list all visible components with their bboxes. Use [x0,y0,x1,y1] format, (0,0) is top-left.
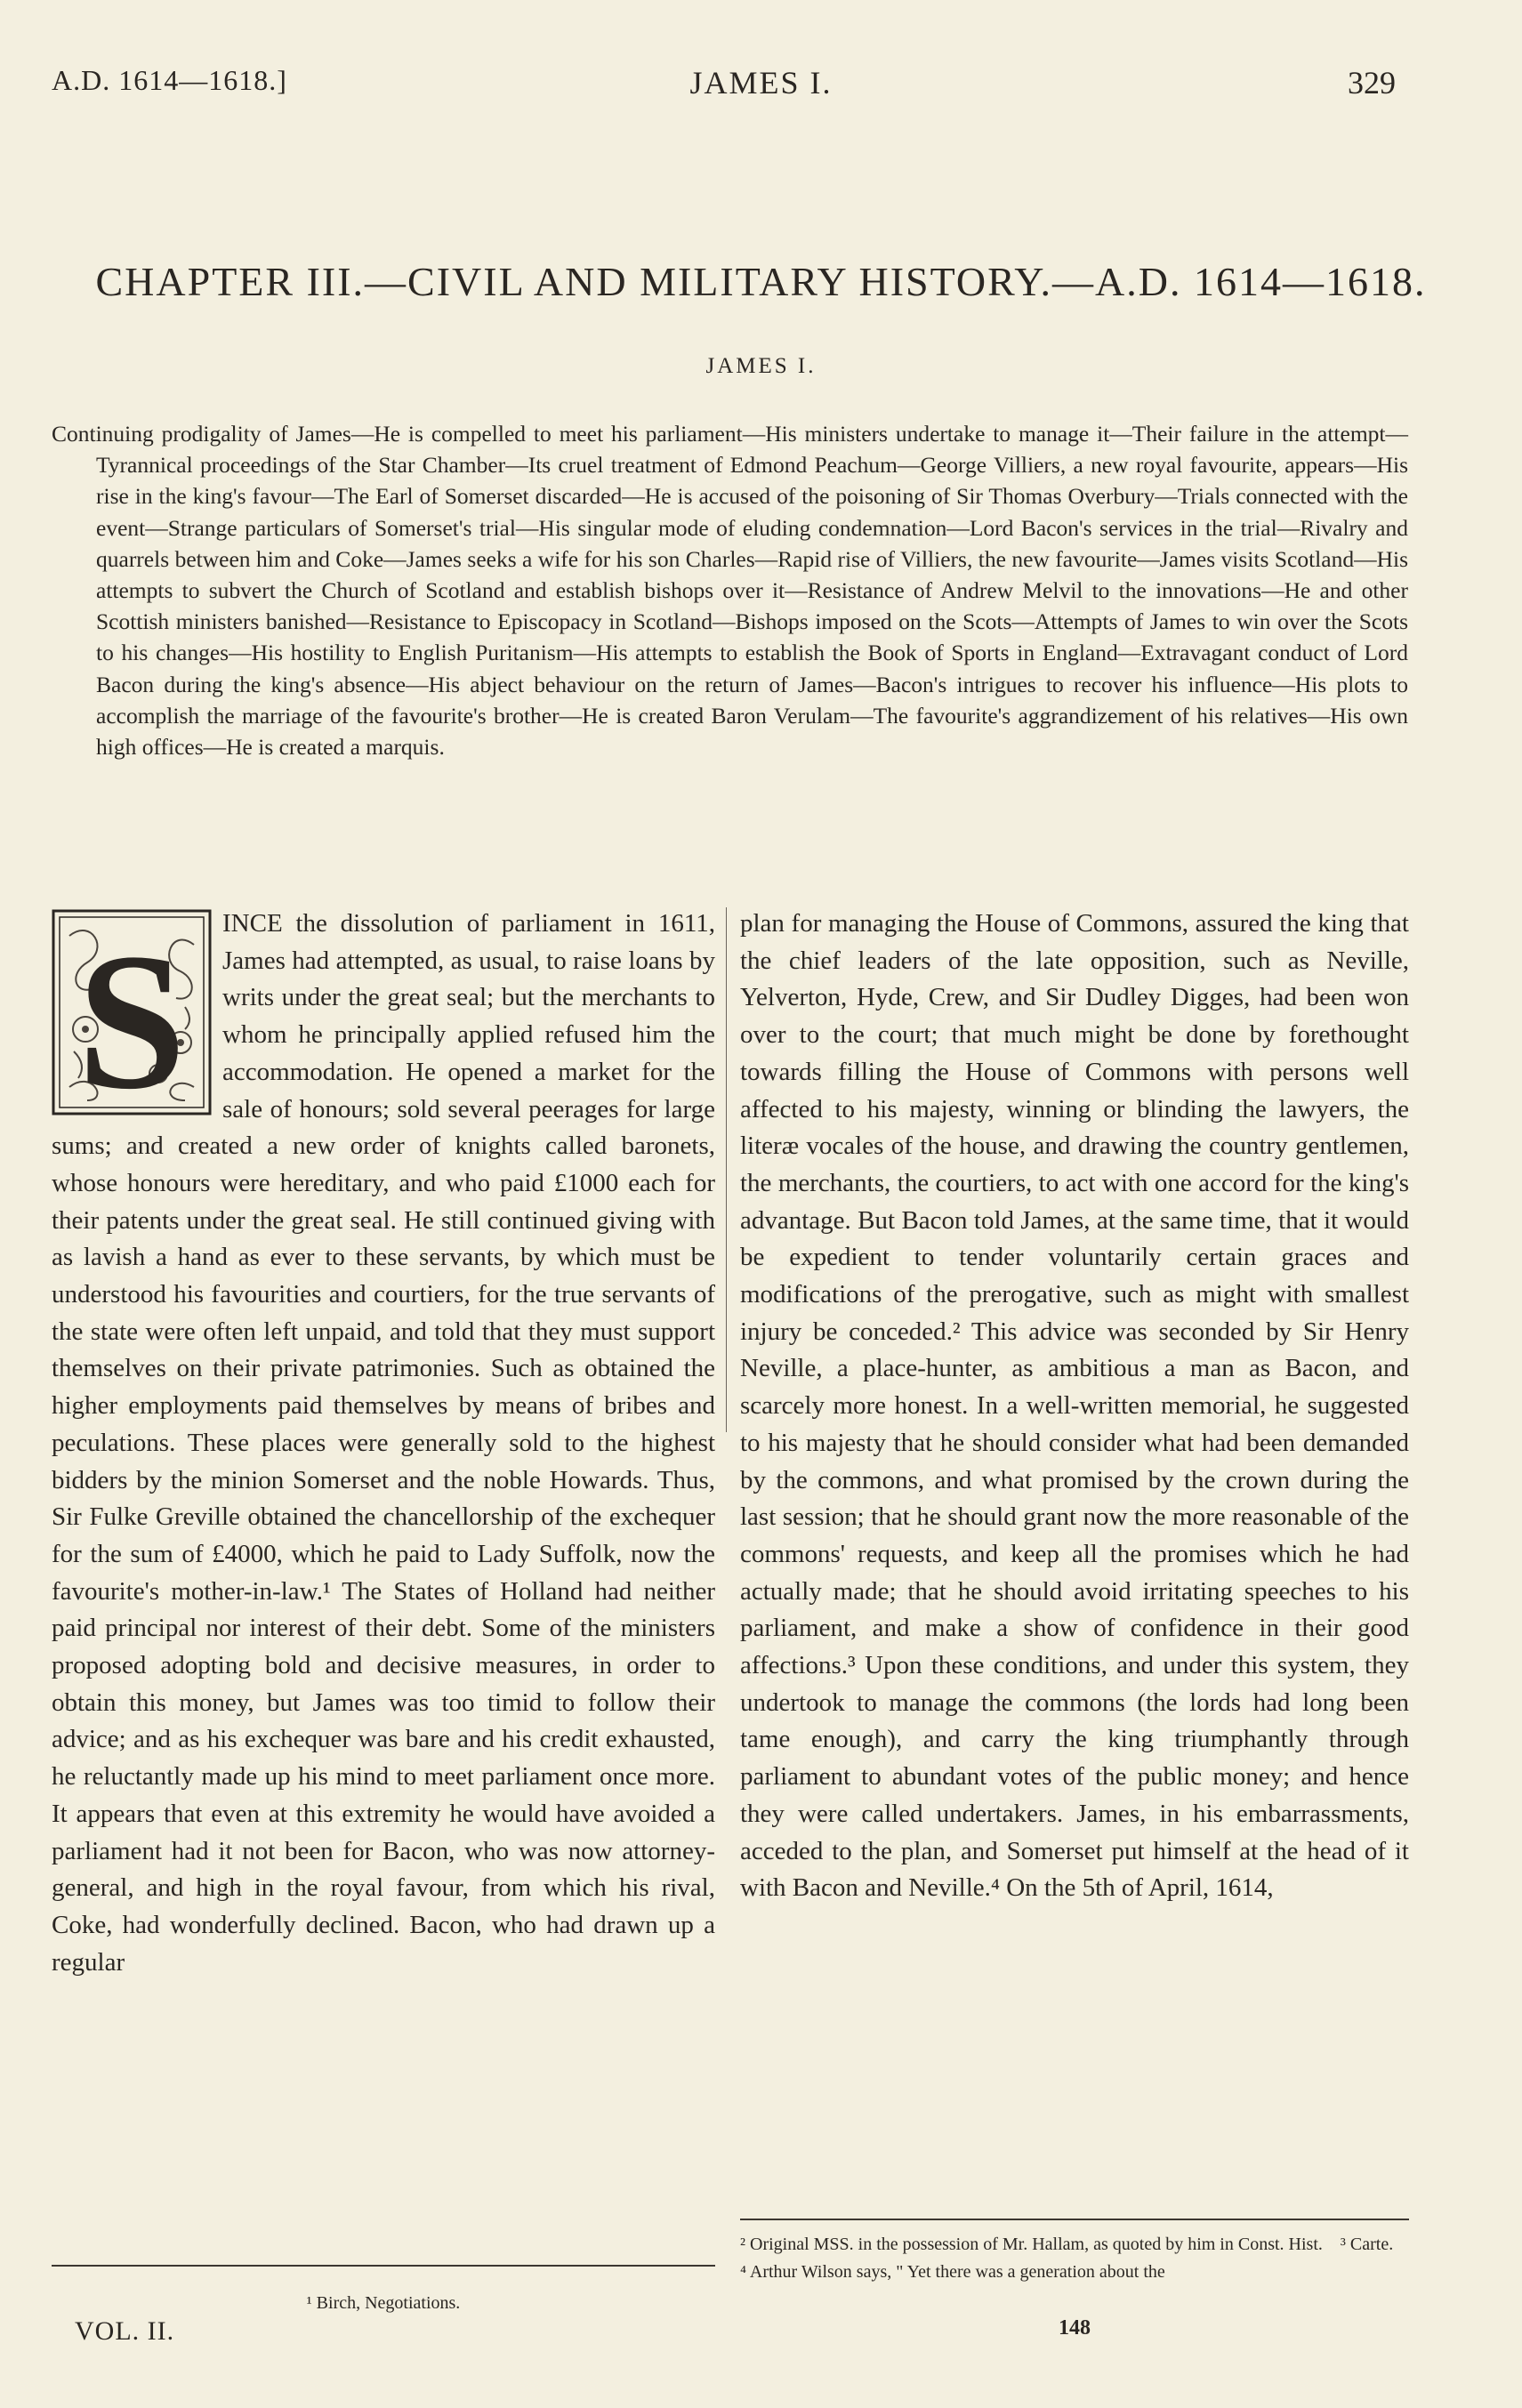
left-column-text: INCE the dissolution of parliament in 1611, James had attempted, as usual, to raise loans by writs under the great seal; but the merchants to whom he principally applied refused him the accommodation. He opened a market for the sale of honours; sold several peerages for large sums; and created a new order of knights called baronets, whose honours were hereditary, and who paid £1000 each for their patents under the great seal. He still continued giving with as lavish a hand as ever to these servants, by which must be understood his favourities and courtiers, for the true servants of the state were often left unpaid, and told that they must support themselves on their private patrimonies. Such as obtained the higher employments paid themselves by means of bribes and peculations. These places were generally sold to the highest bidders by the minion Somerset and the noble Howards. Thus, Sir Fulke Greville obtained the chancellorship of the exchequer for the sum of £4000, which he paid to Lady Suffolk, now the favourite's mother-in-law.¹ The States of Holland had neither paid principal nor interest of their debt. Some of the ministers proposed adopting bold and decisive measures, in order to obtain this money, but James was too timid to follow their advice; and as his exchequer was bare and his credit exhausted, he reluctantly made up his mind to meet parliament once more. It appears that even at this extremity he would have avoided a parliament had it not been for Bacon, who was now attorney-general, and high in the royal favour, from which his rival, Coke, had wonderfully declined. Bacon, who had drawn up a regular [52,909,715,1977]
chapter-argument [52,418,1408,762]
footnote-rule-left [52,2265,715,2267]
volume-label: VOL. II. [75,2316,175,2346]
right-column [740,906,1409,1907]
footnote-2: ² Original MSS. in the possession of Mr. Hallam, as quoted by him in Const. Hist. ³ Carte. [740,2235,1394,2254]
footnote-left: ¹ Birch, Negotiations. [306,2293,461,2313]
column-divider [726,907,727,1432]
right-column-text: plan for managing the House of Commons, assured the king that the chief leaders of the late opposition, such as Neville, Yelverton, Hyde, Crew, and Sir Dudley Digges, had been won over to the court; that much might be done by forethought towards filling the House of Commons with persons well affected to his majesty, winning or blinding the lawyers, the literæ vocales of the house, and drawing the country gentlemen, the merchants, the courtiers, to act with one accord for the king's advantage. But Bacon told James, at the same time, that it would be expedient to tender voluntarily certain graces and modifications of the prerogative, such as might with smallest injury be conceded.² This advice was seconded by Sir Henry Neville, a place-hunter, as ambitious a man as Bacon, and scarcely more honest. In a well-written memorial, he suggested to his majesty that he should consider what had been demanded by the commons, and what promised by the crown during the last session; that he should grant now the more reasonable of the commons' requests, and keep all the promises which he had actually made; that he should avoid irritating speeches to his parliament, and make a show of confidence in their good affections.³ Upon these conditions, and under this system, they undertook to manage the commons (the lords had long been tame enough), and carry the king triumphantly through parliament to abundant votes of the public money; and hence they were called undertakers. James, in his embarrassments, acceded to the plan, and Somerset put himself at the head of it with Bacon and Neville.⁴ On the 5th of April, 1614, [740,909,1409,1903]
footnote-rule-right [740,2219,1409,2220]
running-head-title: JAMES I. [689,65,833,101]
argument-text: Continuing prodigality of James—He is compelled to meet his parliament—His ministers undertake to manage it—Their failure in the attempt—Tyrannical proceedings of the Star Chamber—Its cruel treatment of Edmond Peachum—George Villiers, a new royal favourite, appears—His rise in the king's favour—The Earl of Somerset discarded—He is accused of the poisoning of Sir Thomas Overbury—Trials connected with the event—Strange particulars of Somerset's trial—His singular mode of eluding condemnation—Lord Bacon's services in the trial—Rivalry and quarrels between him and Coke—James seeks a wife for his son Charles—Rapid rise of Villiers, the new favourite—James visits Scotland—His attempts to subvert the Church of Scotland and establish bishops over it—Resistance of Andrew Melvil to the innovations—He and other Scottish ministers banished—Resistance to Episcopacy in Scotland—Bishops imposed on the Scots—Attempts of James to win over the Scots to his changes—His hostility to English Puritanism—His attempts to establish the Book of Sports in England—Extravagant conduct of Lord Bacon during the king's absence—His abject behaviour on the return of James—Bacon's intrigues to recover his influence—His plots to accomplish the marriage of the favourite's brother—He is created Baron Verulam—The favourite's aggrandizement of his relatives—His own high offices—He is created a marquis. [52,421,1408,761]
running-head [0,64,1522,109]
footnote-3: ³ Carte. [1340,2235,1394,2254]
ornamental-drop-cap-icon [52,909,212,1115]
page-number: 329 [1348,65,1396,101]
left-column [52,906,715,1981]
footnotes-right [740,2231,1409,2286]
signature-mark: 148 [1059,2316,1091,2340]
footnote-4: ⁴ Arthur Wilson says, " Yet there was a generation about the [740,2262,1165,2282]
drop-cap-letter: S [77,913,187,1115]
running-head-date-range: A.D. 1614—1618.] [52,64,287,96]
reign-subtitle: JAMES I. [705,354,817,378]
chapter-title: CHAPTER III.—CIVIL AND MILITARY HISTORY.—A.D. 1614—1618. [95,259,1427,304]
